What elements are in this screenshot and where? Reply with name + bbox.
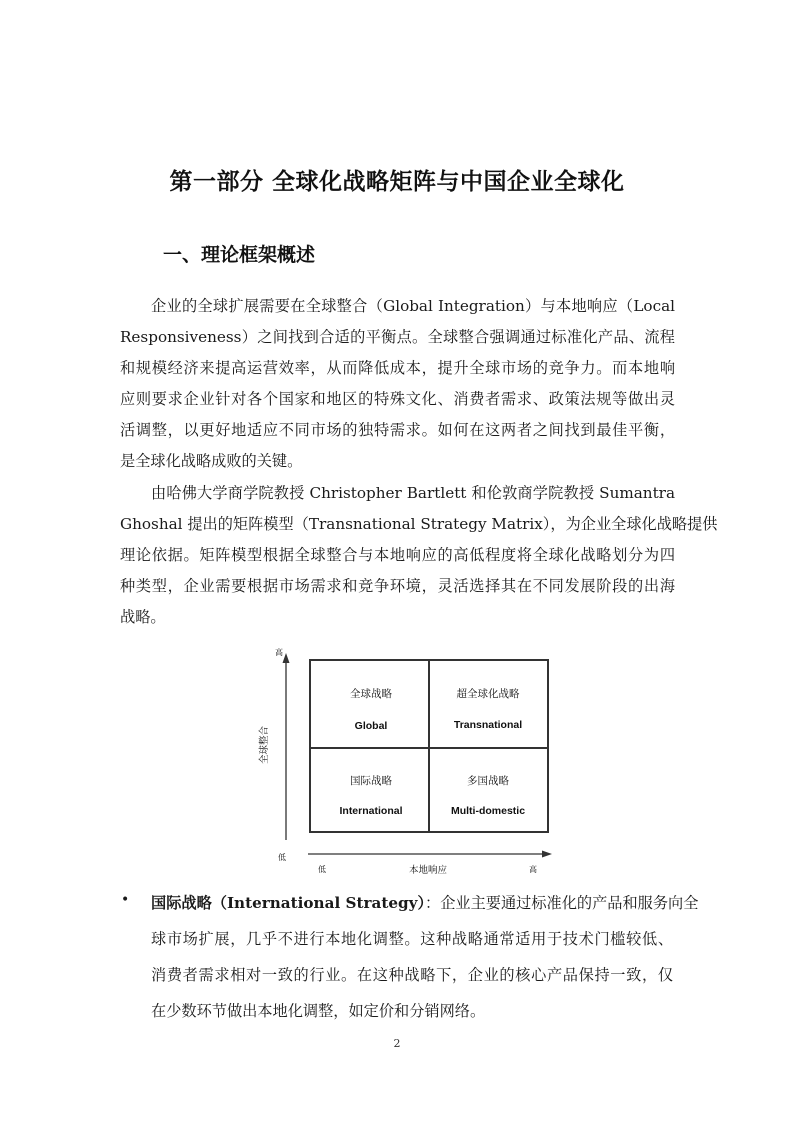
paragraph-line: Responsiveness）之间找到合适的平衡点。全球整合强调通过标准化产品、流程	[120, 328, 675, 346]
bullet-term: 国际战略（International Strategy）	[151, 894, 426, 912]
paragraph-line: 种类型，企业需要根据市场需求和竞争环境，灵活选择其在不同发展阶段的出海	[120, 577, 675, 595]
x-axis-title: 本地响应	[408, 865, 448, 876]
paragraph-line: 由哈佛大学商学院教授 Christopher Bartlett 和伦敦商学院教授 Sumantra	[151, 484, 675, 502]
page-title: 第一部分 全球化战略矩阵与中国企业全球化	[169, 169, 625, 195]
paragraph-line: Ghoshal 提出的矩阵模型（Transnational Strategy Matrix），为企业全球化战略提供	[120, 515, 718, 533]
page-number: 2	[393, 1037, 401, 1050]
paragraph-1	[120, 291, 675, 477]
y-axis-arrow	[283, 653, 290, 663]
cell-international-en: International	[339, 805, 403, 817]
cell-international-cn: 国际战略	[350, 775, 392, 787]
section-heading: 一、理论框架概述	[163, 244, 316, 266]
bullet-line: 球市场扩展，几乎不进行本地化调整。这种战略通常适用于技术门槛较低、	[151, 930, 673, 948]
bullet-line	[151, 885, 699, 921]
bullet-line: 消费者需求相对一致的行业。在这种战略下，企业的核心产品保持一致，仅	[151, 966, 673, 984]
paragraph-line: 活调整，以更好地适应不同市场的独特需求。如何在这两者之间找到最佳平衡，	[120, 421, 675, 439]
paragraph-line: 和规模经济来提高运营效率，从而降低成本，提升全球市场的竞争力。而本地响	[120, 359, 675, 377]
cell-multidomestic-cn: 多国战略	[467, 775, 509, 787]
paragraph-2	[120, 478, 718, 633]
cell-transnational-en: Transnational	[453, 719, 523, 731]
bullet-icon: •	[121, 892, 130, 908]
bullet-line: 在少数环节做出本地化调整，如定价和分销网络。	[151, 1002, 486, 1020]
y-axis-high-label: 高	[275, 648, 283, 657]
paragraph-line: 是全球化战略成败的关键。	[120, 452, 303, 470]
paragraph-line: 理论依据。矩阵模型根据全球整合与本地响应的高低程度将全球化战略划分为四	[120, 546, 675, 564]
cell-global-en: Global	[354, 720, 388, 732]
y-axis-title: 全球整合	[259, 725, 270, 765]
y-axis-low-label: 低	[278, 853, 286, 862]
x-axis-high-label: 高	[529, 865, 537, 874]
paragraph-line: 企业的全球扩展需要在全球整合（Global Integration）与本地响应（Local	[151, 297, 675, 315]
cell-multidomestic-en: Multi-domestic	[450, 805, 526, 817]
paragraph-line: 应则要求企业针对各个国家和地区的特殊文化、消费者需求、政策法规等做出灵	[120, 390, 675, 408]
paragraph-line: 战略。	[120, 608, 166, 626]
bullet-line-rest: ：企业主要通过标准化的产品和服务向全	[425, 894, 699, 912]
bullet-item-international	[151, 885, 699, 1029]
x-axis-low-label: 低	[318, 865, 326, 874]
cell-transnational-cn: 超全球化战略	[456, 688, 520, 700]
x-axis-arrow	[542, 851, 552, 858]
strategy-matrix-diagram	[255, 643, 555, 879]
cell-global-cn: 全球战略	[350, 688, 392, 700]
